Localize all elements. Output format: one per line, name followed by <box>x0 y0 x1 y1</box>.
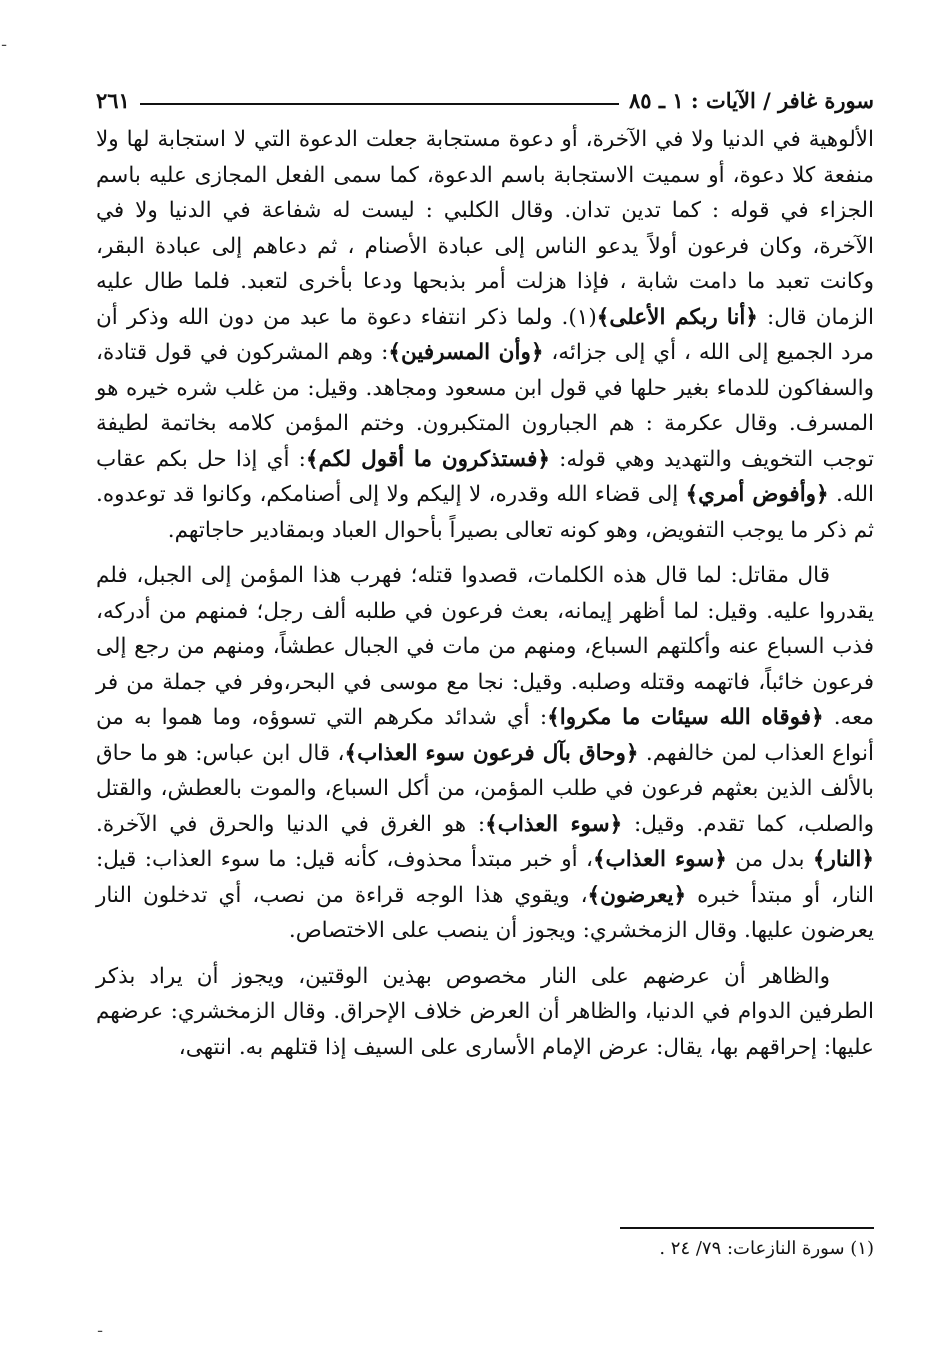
paragraph <box>96 122 874 548</box>
quran-quote: ﴿فستذكرون ما أقول لكم﴾ <box>305 446 550 472</box>
page-number: ٢٦١ <box>96 87 130 113</box>
text-run: تدخلون النار يعرضون عليها. وقال الزمخشري: ويجوز أن ينصب على الاختصاص. <box>96 882 874 943</box>
text-run: بدل من <box>726 847 813 872</box>
text-run: ، أو خبر مبتدأ محذوف، كأنه قيل: ما سوء <box>220 847 593 872</box>
main-text <box>96 122 874 1065</box>
text-run: حاق بالألف الذين بعثهم فرعون في طلب المؤمن، من أكل السباع، والموت بالعطش، <box>96 740 874 801</box>
text-run: ، قال ابن عباس: هو ما <box>139 740 345 766</box>
text-run: : هو الغرق في الدنيا والحرق في <box>169 811 486 837</box>
quran-quote: ربكم الأعلى﴾ <box>596 304 718 330</box>
text-run: : أي شدائد مكرهم التي تسوؤه، وما هموا به من <box>96 705 548 730</box>
text-run: الألوهية في الدنيا ولا في الآخرة، أو دعوة مستجابة جعلت الدعوة التي لا استجابة لها ولا <box>96 127 874 152</box>
footnote-rule <box>620 1227 874 1229</box>
quran-quote: ﴿وأن المسرفين﴾ <box>388 340 544 365</box>
text-run: رجع إلى فرعون خائباً، فاتهمه وقتله وصلبه. وقيل: نجا مع موسى في البحر،وفر في جملة <box>96 634 874 695</box>
footnote: (١) سورة النازعات: ٧٩/ ٢٤ . <box>659 1238 874 1259</box>
text-run: ، ويقوي هذا الوجه قراءة من نصب، أي <box>218 882 588 908</box>
running-header <box>96 82 874 118</box>
text-run: أي إلى جزائه، <box>543 340 677 365</box>
surah-title: سورة غافر / الآيات : ١ ـ ٨٥ <box>628 87 874 113</box>
text-run: أدركه، فذب السباع عنه وأكلتهم السباع، ومنهم من مات في الجبال عطشاً، ومنهم من <box>96 598 874 659</box>
text-run: : وهم المشركون في قول قتادة، والسفاكون للدماء بغير <box>96 340 874 401</box>
text-run: من فر معه. <box>96 669 874 730</box>
text-run: التفويض، وهو كونه تعالى بصيراً بأحوال العباد وبمقادير حاجاتهم. <box>167 517 726 543</box>
text-run: عليها: إحراقهم بها، يقال: عرض الإمام الأسارى على السيف إذا قتلهم به. انتهى، <box>178 1034 874 1060</box>
text-run: الجزاء في قوله : كما تدين تدان. وقال الكلبي : ليست له شفاعة في الدنيا ولا في الآخرة، <box>96 198 874 259</box>
text-run: هم الجبارون المتكبرون. وختم المؤمن كلامه بخاتمة لطيفة توجب التخويف والتهديد <box>96 411 874 472</box>
text-run: وكان فرعون أولاً يدعو الناس إلى عبادة الأصنام ، ثم دعاهم إلى عبادة البقر، وكانت تعبد <box>96 233 874 294</box>
scan-mark: ـ <box>98 1320 103 1336</box>
paragraph <box>96 959 874 1066</box>
header-rule <box>140 103 619 105</box>
quran-quote: ﴿أنا <box>726 304 758 330</box>
text-run: (١). ولما ذكر انتفاء دعوة ما عبد من دون الله وذكر أن مرد الجميع إلى الله ، <box>96 304 874 365</box>
text-run: الطرفين الدوام في الدنيا، والظاهر أن العرض خلاف الإحراق. وقال الزمخشري: عرضهم <box>96 999 874 1024</box>
quran-quote: ﴿وحاق بآل فرعون سوء العذاب﴾ <box>344 740 639 766</box>
quran-quote: ﴿فوقاه الله سيئات ما مكروا﴾ <box>547 705 824 730</box>
quran-quote: ﴿سوء العذاب﴾ <box>485 811 623 837</box>
quran-quote: ﴿وأفوض أمري﴾ <box>685 482 829 507</box>
text-run: والقتل والصلب، كما تقدم. وقيل: <box>96 776 874 837</box>
text-run: فلم يقدروا عليه. وقيل: لما أظهر إيمانه، بعث فرعون في طلبه ألف رجل؛ فمنهم من <box>96 563 874 624</box>
text-run: الآخرة. <box>96 811 158 837</box>
quran-quote: ﴿يعرضون﴾ <box>587 882 687 908</box>
text-run: أنواع العذاب لمن خالفهم. <box>638 740 874 766</box>
text-run: وهي قوله: <box>549 446 655 472</box>
scan-mark: ـ <box>2 34 7 50</box>
text-run: منفعة كلا دعوة، أو سميت الاستجابة باسم الدعوة، كما سمى الفعل المجازى عليه باسم <box>96 162 874 188</box>
text-run: قال مقاتل: لما قال هذه الكلمات، قصدوا قتله؛ فهرب هذا المؤمن إلى الجبل، <box>136 563 830 588</box>
text-run: : أي إذا حل بكم عقاب الله. <box>96 446 874 507</box>
text-run: العذاب: قيل: النار، أو مبتدأ خبره <box>96 847 874 908</box>
paragraph <box>96 558 874 949</box>
text-run: ما دامت شابة ، فإذا هزلت أمر بذبحها ودعا بأخرى لتعبد. فلما طال عليه الزمان قال: <box>96 269 875 330</box>
text-run: حلها في قول ابن مسعود ومجاهد. وقيل: من غلب شره خيره هو المسرف. وقال عكرمة : <box>96 375 874 436</box>
text-run: إلى قضاء الله وقدره، لا إليكم ولا إلى أصنامكم، وكانوا قد توعدوه. ثم ذكر ما يوجب <box>96 482 874 543</box>
quran-quote: ﴿النار﴾ <box>812 847 874 872</box>
quran-quote: ﴿سوء العذاب﴾ <box>592 847 727 872</box>
text-run: والظاهر أن عرضهم على النار مخصوص بهذين الوقتين، ويجوز أن يراد بذكر <box>96 963 830 989</box>
